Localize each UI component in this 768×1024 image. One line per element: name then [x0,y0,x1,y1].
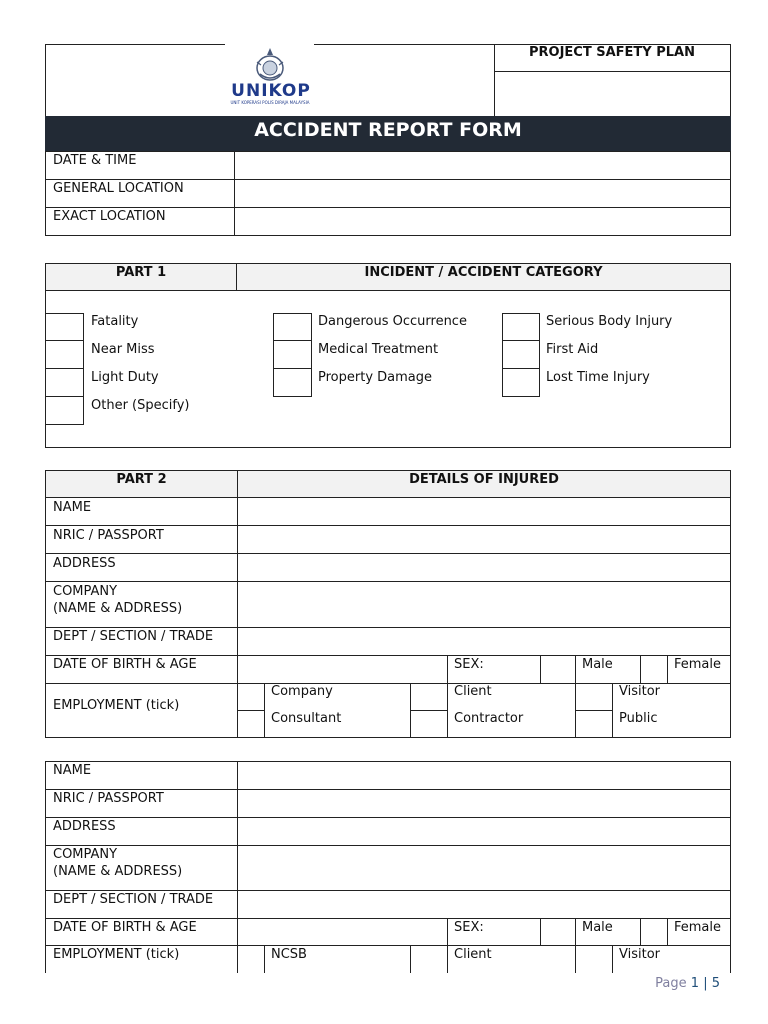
light-duty-label: Light Duty [91,370,159,385]
part1-label: PART 1 [115,265,167,280]
contractor-option-label: Contractor [454,711,524,726]
name-label: NAME [53,500,92,515]
frame-right [730,761,731,973]
dept-label: DEPT / SECTION / TRADE [53,892,214,907]
sex-label: SEX: [454,657,484,672]
female-checkbox[interactable] [642,920,666,944]
dept-label: DEPT / SECTION / TRADE [53,629,214,644]
company-field[interactable] [239,847,729,889]
visitor-option-label: Visitor [619,684,660,699]
client-checkbox[interactable] [412,947,446,972]
frame-top [45,761,731,762]
part1-header-underline [45,290,731,291]
label-divider [237,470,238,738]
male-checkbox[interactable] [542,657,574,682]
first-aid-checkbox[interactable] [502,340,540,369]
sex-divider [447,655,448,738]
company-label: COMPANY [53,584,118,599]
sex-divider [447,918,448,973]
part2-title: DETAILS OF INJURED [409,472,559,487]
client-option-label: Client [454,947,492,962]
address-field[interactable] [239,819,729,844]
client-option-label: Client [454,684,492,699]
visitor-box-right [612,945,613,973]
page-word: Page [655,976,687,991]
row-line [45,890,731,891]
exact-location-label: EXACT LOCATION [53,209,166,224]
lost-time-injury-checkbox[interactable] [502,368,540,397]
company-label: COMPANY [53,847,118,862]
dob-label: DATE OF BIRTH & AGE [53,657,197,672]
female-checkbox[interactable] [642,657,666,682]
plan-title: PROJECT SAFETY PLAN [529,45,695,60]
male-label: Male [582,920,613,935]
logo [226,44,314,106]
serious-body-injury-checkbox[interactable] [502,313,540,341]
part1-title: INCIDENT / ACCIDENT CATEGORY [364,265,603,280]
ncsb-option-label: NCSB [271,947,307,962]
row-line [45,581,731,582]
frame-left [45,761,46,973]
logo-text: UNIKOP [231,81,311,101]
visitor-checkbox[interactable] [577,947,611,972]
company-option-label: Company [271,684,333,699]
row-line [45,817,731,818]
nric-field[interactable] [239,527,729,552]
row-line [45,655,731,656]
sex-box-left [540,655,541,683]
employment-label: EMPLOYMENT (tick) [53,947,180,962]
company-label-sub: (NAME & ADDRESS) [53,601,183,616]
female-box-right [667,918,668,946]
client-box-left [410,945,411,973]
consultant-option-label: Consultant [271,711,342,726]
dob-field[interactable] [239,920,445,944]
name-field[interactable] [239,499,729,524]
public-option-label: Public [619,711,658,726]
sex-box-left [540,918,541,946]
page-separator: | [703,976,708,991]
row-line [45,627,731,628]
row-line [45,918,731,919]
visitor-box-right [612,683,613,738]
visitor-option-label: Visitor [619,947,660,962]
near-miss-label: Near Miss [91,342,155,357]
client-checkbox[interactable] [412,685,446,709]
property-damage-label: Property Damage [318,370,432,385]
serious-body-injury-label: Serious Body Injury [546,314,673,329]
address-label: ADDRESS [53,556,116,571]
employment-mid-line [575,710,612,711]
female-label: Female [674,657,722,672]
first-aid-label: First Aid [546,342,599,357]
row-line [45,497,731,498]
police-crest-icon [226,44,314,84]
female-label: Female [674,920,722,935]
nric-label: NRIC / PASSPORT [53,791,164,806]
row-line [45,945,731,946]
page-number: 1 [690,976,700,991]
part2-label: PART 2 [116,472,167,487]
employment-label: EMPLOYMENT (tick) [53,698,180,713]
fatality-checkbox[interactable] [45,313,84,341]
fatality-label: Fatality [91,314,139,329]
dept-field[interactable] [239,629,729,654]
row-line [45,553,731,554]
female-box-right [667,655,668,683]
header-right-border [730,44,731,117]
header-top-border-left [45,44,225,45]
client-box-left [410,683,411,738]
property-damage-checkbox[interactable] [273,368,312,397]
date-time-field[interactable] [236,153,729,178]
row-line [45,525,731,526]
ncsb-checkbox[interactable] [239,947,263,972]
male-checkbox[interactable] [542,920,574,944]
exact-location-field[interactable] [236,209,729,234]
male-label: Male [582,657,613,672]
dob-label: DATE OF BIRTH & AGE [53,920,197,935]
dob-field[interactable] [239,657,445,682]
employment-mid-line [237,710,265,711]
general-location-label: GENERAL LOCATION [53,181,184,196]
other-checkbox[interactable] [45,396,84,425]
company-checkbox[interactable] [239,685,263,709]
public-checkbox[interactable] [577,712,611,737]
name-field[interactable] [239,763,729,788]
logo-subtext: UNIT KOPERASI POLIS DIRAJA MALAYSIA [230,100,310,105]
nric-field[interactable] [239,791,729,816]
visitor-checkbox[interactable] [577,685,611,709]
address-label: ADDRESS [53,819,116,834]
form-title: ACCIDENT REPORT FORM [254,119,522,141]
page-footer [600,975,720,993]
company-box-right [264,683,265,738]
general-location-field[interactable] [236,181,729,206]
nric-label: NRIC / PASSPORT [53,528,164,543]
male-divider [575,918,576,973]
row-line [45,789,731,790]
employment-mid-line [410,710,447,711]
address-field[interactable] [239,555,729,580]
dangerous-occurrence-label: Dangerous Occurrence [318,314,467,329]
consultant-checkbox[interactable] [239,712,263,737]
medical-treatment-checkbox[interactable] [273,340,312,369]
sex-label: SEX: [454,920,484,935]
male-divider [575,655,576,738]
header-left-border [45,44,46,117]
light-duty-checkbox[interactable] [45,368,84,397]
contractor-checkbox[interactable] [412,712,446,737]
female-box-left [640,918,641,946]
dept-field[interactable] [239,892,729,917]
page-total: 5 [711,976,720,991]
near-miss-checkbox[interactable] [45,340,84,369]
lost-time-injury-label: Lost Time Injury [546,370,650,385]
date-time-label: DATE & TIME [53,153,137,168]
other-specify-label: Other (Specify) [91,398,190,413]
ncsb-box-right [264,945,265,973]
name-label: NAME [53,763,92,778]
plan-title-underline [494,71,731,72]
company-label-sub: (NAME & ADDRESS) [53,864,183,879]
label-divider [237,761,238,973]
company-field[interactable] [239,583,729,626]
medical-treatment-label: Medical Treatment [318,342,439,357]
row-line [45,845,731,846]
info-label-divider [234,151,235,236]
female-box-left [640,655,641,683]
dangerous-occurrence-checkbox[interactable] [273,313,312,341]
